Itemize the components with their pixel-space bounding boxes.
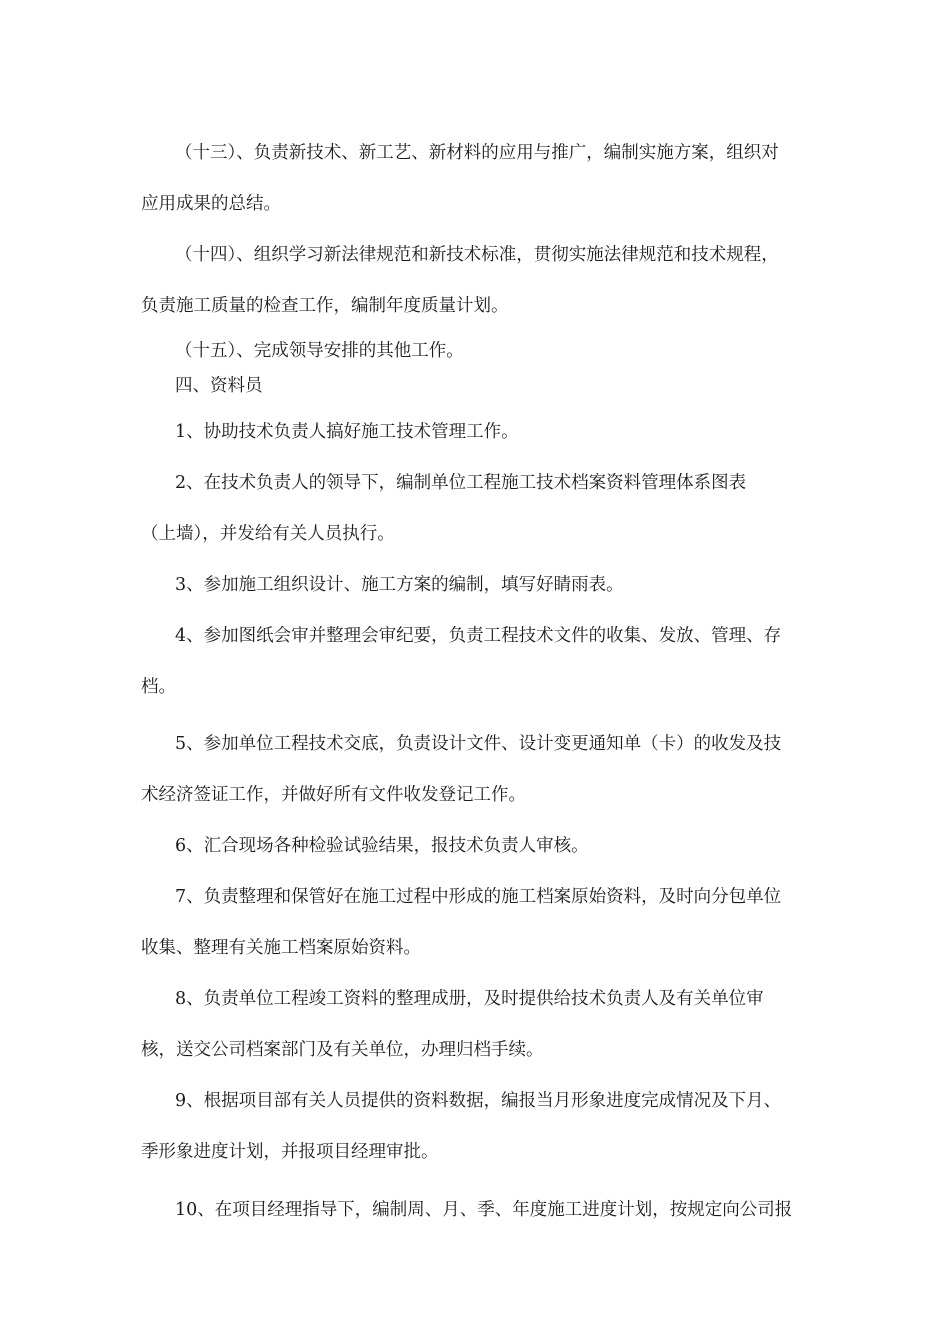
item-5-line-1: 5、参加单位工程技术交底，负责设计文件、设计变更通知单（卡）的收发及技 xyxy=(175,734,782,754)
item-7-line-1: 7、负责整理和保管好在施工过程中形成的施工档案原始资料，及时向分包单位 xyxy=(175,887,782,907)
item-10-line-1: 10、在项目经理指导下，编制周、月、季、年度施工进度计划，按规定向公司报 xyxy=(175,1200,793,1220)
paragraph-13-line-1: （十三）、负责新技术、新工艺、新材料的应用与推广，编制实施方案，组织对 xyxy=(175,143,779,163)
item-3-line-1: 3、参加施工组织设计、施工方案的编制，填写好睛雨表。 xyxy=(175,575,624,595)
item-9-line-2: 季形象进度计划，并报项目经理审批。 xyxy=(141,1142,439,1162)
item-5-line-2: 术经济签证工作，并做好所有文件收发登记工作。 xyxy=(141,785,526,805)
item-4-line-2: 档。 xyxy=(141,677,176,697)
section-heading-data-clerk: 四、资料员 xyxy=(175,376,263,396)
paragraph-15-line-1: （十五）、完成领导安排的其他工作。 xyxy=(175,341,464,361)
item-2-line-1: 2、在技术负责人的领导下，编制单位工程施工技术档案资料管理体系图表 xyxy=(175,473,747,493)
item-8-line-2: 核，送交公司档案部门及有关单位，办理归档手续。 xyxy=(141,1040,544,1060)
item-9-line-1: 9、根据项目部有关人员提供的资料数据，编报当月形象进度完成情况及下月、 xyxy=(175,1091,782,1111)
item-2-line-2: （上墙），并发给有关人员执行。 xyxy=(141,524,395,544)
item-1-line-1: 1、协助技术负责人搞好施工技术管理工作。 xyxy=(175,422,519,442)
item-6-line-1: 6、汇合现场各种检验试验结果，报技术负责人审核。 xyxy=(175,836,589,856)
item-8-line-1: 8、负责单位工程竣工资料的整理成册，及时提供给技术负责人及有关单位审 xyxy=(175,989,764,1009)
paragraph-14-line-2: 负责施工质量的检查工作，编制年度质量计划。 xyxy=(141,296,509,316)
paragraph-13-line-2: 应用成果的总结。 xyxy=(141,194,281,214)
item-4-line-1: 4、参加图纸会审并整理会审纪要，负责工程技术文件的收集、发放、管理、存 xyxy=(175,626,782,646)
paragraph-14-line-1: （十四）、组织学习新法律规范和新技术标准，贯彻实施法律规范和技术规程， xyxy=(175,245,779,265)
item-7-line-2: 收集、整理有关施工档案原始资料。 xyxy=(141,938,421,958)
